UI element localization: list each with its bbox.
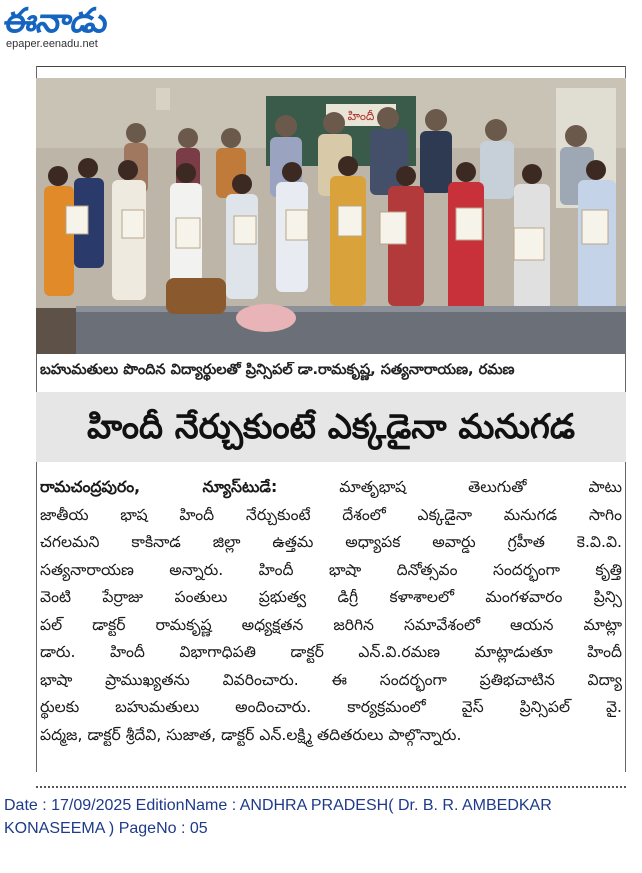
top-rule bbox=[36, 66, 626, 67]
footer-line-1: Date : 17/09/2025 EditionName : ANDHRA PRADESH( Dr. B. R. AMBEDKAR bbox=[4, 797, 552, 814]
article-line: రామచంద్రపురం, న్యూస్‌టుడే: మాతృభాష తెలుగుతో పాటు bbox=[40, 478, 622, 496]
article-line: సత్యనారాయణ అన్నారు. హిందీ భాషా దినోత్సవం సందర్భంగా కృత్తి bbox=[40, 560, 622, 579]
edition-footer bbox=[4, 794, 624, 840]
bottom-dotted-rule bbox=[36, 786, 626, 788]
headline: హిందీ నేర్చుకుంటే ఎక్కడైనా మనుగడ bbox=[86, 407, 576, 447]
article-line: భాషా ప్రాముఖ్యతను వివరించారు. ఈ సందర్భంగా ప్రతిభచాటిన విద్యా bbox=[40, 670, 622, 689]
article-body bbox=[40, 474, 622, 749]
news-clipping bbox=[36, 66, 626, 772]
dateline: రామచంద్రపురం, న్యూస్‌టుడే: bbox=[40, 478, 278, 496]
group-photo bbox=[36, 78, 626, 354]
article-line: జాతీయ భాష హిందీ నేర్చుకుంటే దేశంలో ఎక్కడైనా మనుగడ సాగిం bbox=[40, 505, 622, 524]
photo-caption: బహుమతులు పొందిన విద్యార్థులతో ప్రిన్సిపల్ డా.రామకృష్ణ, సత్యనారాయణ, రమణ bbox=[40, 362, 515, 378]
article-line: పద్మజ, డాక్టర్ శ్రీదేవి, సుజాత, డాక్టర్ ఎన్.లక్ష్మి తదితరులు పాల్గొన్నారు. bbox=[40, 725, 462, 744]
article-line: పల్ డాక్టర్ రామకృష్ణ అధ్యక్షతన జరిగిన సమావేశంలో ఆయన మాట్లా bbox=[40, 615, 622, 634]
eenadu-logo: ఈనాడు bbox=[1, 1, 110, 41]
masthead bbox=[1, 1, 144, 54]
photo-banner-text: హిందీ bbox=[347, 109, 375, 123]
headline-box bbox=[36, 392, 626, 462]
article-line: వెంటి పేర్రాజు పంతులు ప్రభుత్వ డిగ్రీ కళాశాలలో మంగళవారం ప్రిన్సి bbox=[40, 588, 622, 606]
epaper-url[interactable]: epaper.eenadu.net bbox=[6, 38, 98, 50]
article-line: చగలమని కాకినాడ జిల్లా ఉత్తమ అధ్యాపక అవార్డు గ్రహీత కె.వి.వి. bbox=[40, 533, 622, 551]
footer-line-2: KONASEEMA ) PageNo : 05 bbox=[4, 820, 208, 837]
article-line: ర్థులకు బహుమతులు అందించారు. కార్యక్రమంలో వైస్ ప్రిన్సిపల్ వై. bbox=[40, 698, 622, 716]
article-line: డారు. హిందీ విభాగాధిపతి డాక్టర్ ఎన్.వి.రమణ మాట్లాడుతూ హిందీ bbox=[40, 643, 622, 661]
